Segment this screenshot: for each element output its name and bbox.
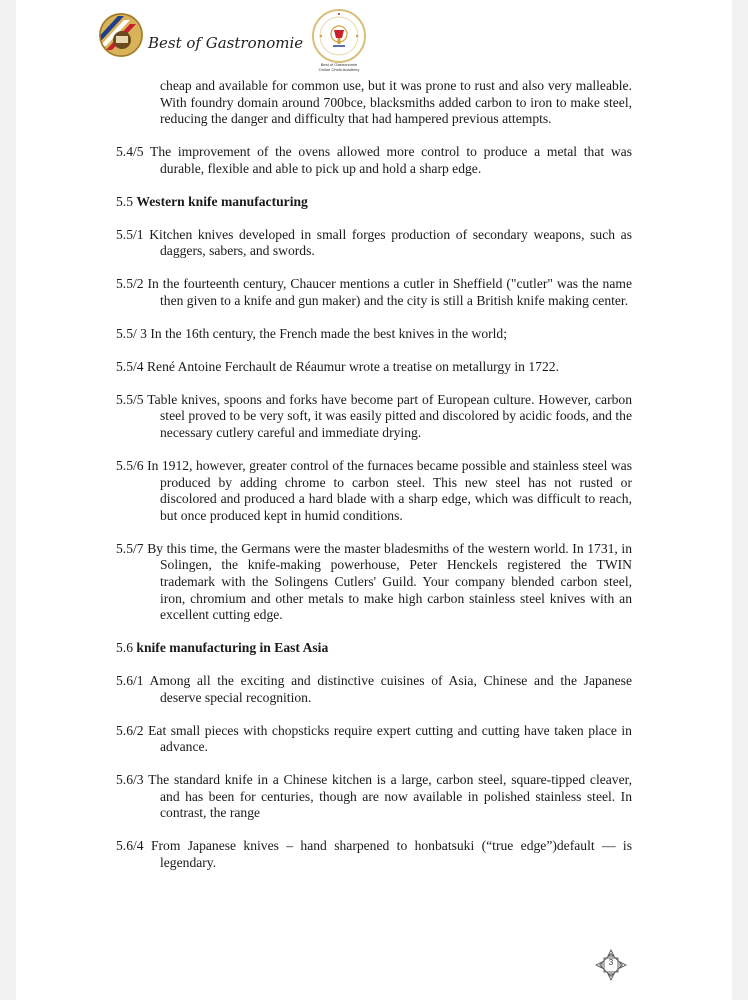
paragraph-number: 5.5/4 [116,358,144,374]
paragraph-5-6-1 [116,673,632,706]
paragraph-text: The standard knife in a Chinese kitchen is a large, carbon steel, square-tipped cleaver, and has been for centuries, though are now available in polished stainless steel. In contrast, the range [148,772,632,821]
paragraph-number: 5.5/2 [116,276,144,292]
paragraph-text: By this time, the Germans were the master bladesmiths of the western world. In 1731, in Solingen, the knife-making powerhouse, Peter Henckels registered the TWIN trademark with the Solingens Cutlers' Guild. Your company blended carbon steel, iron, chromium and other metals to make high carbon stainless steel knives with an excellent cutting edge. [147,540,632,623]
seal-caption [299,62,379,72]
paragraph-number: 5.6/2 [116,722,144,738]
paragraph-text: In the fourteenth century, Chaucer mentions a cutler in Sheffield ("cutler" was the name then given to a knife and gun maker) and the city is still a British knife making center. [147,276,632,308]
document-body [116,78,632,888]
paragraph-number: 5.6/1 [116,673,144,689]
section-heading-5-5 [116,194,632,211]
paragraph-number: 5.6/3 [116,772,144,788]
paragraph-continued [116,78,632,128]
document-page [16,0,732,1000]
paragraph-5-4-5 [116,144,632,177]
seal-caption-line-1: Best of Gastronomie [320,62,358,67]
section-number: 5.6 [116,640,133,656]
paragraph-text: Eat small pieces with chopsticks require expert cutting and cutting have taken place in advance. [148,722,632,755]
paragraph-text: René Antoine Ferchault de Réaumur wrote a treatise on metallurgy in 1722. [146,358,559,374]
paragraph-5-6-3 [116,772,632,822]
paragraph-5-5-4 [116,359,632,376]
paragraph-text: From Japanese knives – hand sharpened to honbatsuki (“true edge”)default — is legendary. [150,838,632,871]
paragraph-text: Table knives, spoons and forks have become part of European culture. However, carbon steel proved to be very soft, it was easily pitted and discolored by acidic foods, and the necessary cutlery careful and immediate drying. [147,391,632,441]
paragraph-text: In the 16th century, the French made the best knives in the world; [150,325,507,341]
page-number-badge [594,948,628,982]
paragraph-5-5-2 [116,276,632,309]
paragraph-number: 5.4/5 [116,144,144,160]
page-number: 3 [608,958,614,967]
section-number: 5.5 [116,193,133,209]
paragraph-5-5-7 [116,541,632,624]
brand-name: Best of Gastronomie [148,34,304,52]
academy-seal-icon [311,8,367,64]
paragraph-5-6-4 [116,838,632,871]
paragraph-text: The improvement of the ovens allowed more control to produce a metal that was durable, flexible and able to pick up and hold a sharp edge. [150,144,632,176]
paragraph-5-5-5 [116,392,632,442]
paragraph-number: 5.5/6 [116,458,144,474]
section-title: Western knife manufacturing [136,193,308,209]
paragraph-5-6-2 [116,723,632,756]
page-header [16,0,732,80]
section-title: knife manufacturing in East Asia [136,640,329,656]
paragraph-number: 5.5/5 [116,391,144,407]
paragraph-text: Among all the exciting and distinctive cuisines of Asia, Chinese and the Japanese deserve special recognition. [149,673,632,705]
paragraph-text: cheap and available for common use, but it was prone to rust and also very malleable. With foundry domain around 700bce, blacksmiths added carbon to iron to make steel, reducing the danger and difficulty that had hampered previous attempts. [160,78,632,127]
paragraph-text: In 1912, however, greater control of the furnaces became possible and stainless steel was produced by adding chrome to carbon steel. This new steel has not rusted or discolored and produced a hard blade with a sharp edge, which was difficult to reach, but once produced kept in humid conditions. [147,458,632,523]
paragraph-number: 5.5/1 [116,226,144,242]
paragraph-5-5-1 [116,227,632,260]
paragraph-number: 5.6/4 [116,838,144,854]
best-of-gastronomie-logo [98,12,144,58]
seal-caption-line-2: Online Chefs Academy [318,67,360,72]
paragraph-text: Kitchen knives developed in small forges production of secondary weapons, such as daggers, sabers, and swords. [149,226,633,259]
section-heading-5-6 [116,640,632,657]
paragraph-number: 5.5/7 [116,540,144,556]
paragraph-number: 5.5/ 3 [116,325,147,341]
paragraph-5-5-3 [116,326,632,343]
paragraph-5-5-6 [116,458,632,524]
